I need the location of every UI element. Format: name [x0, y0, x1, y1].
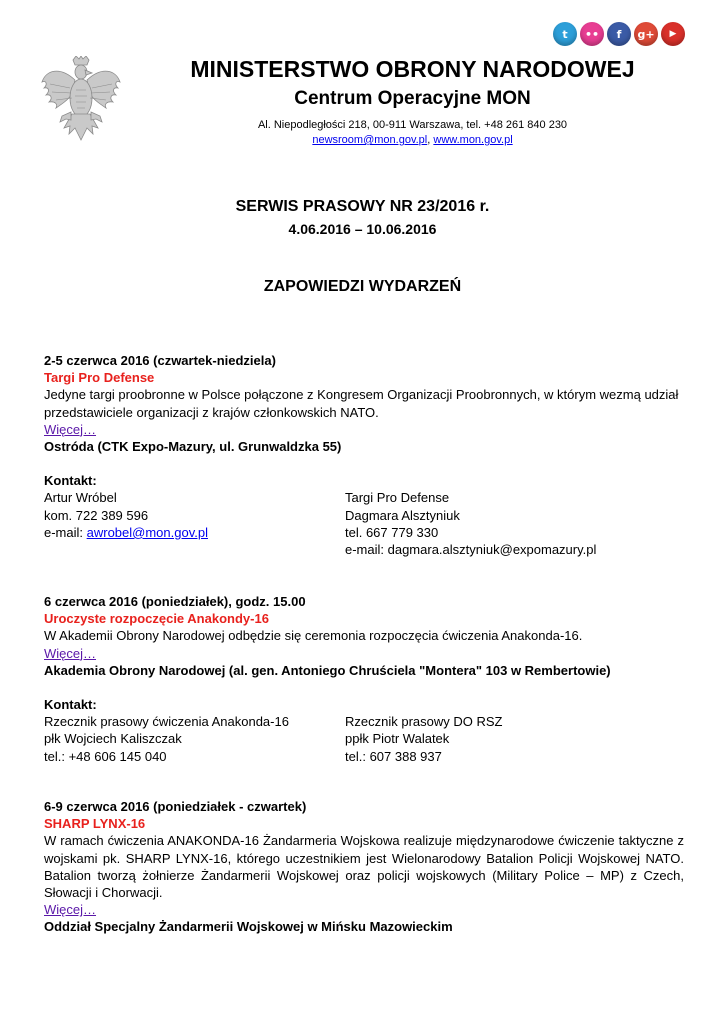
event-description: Jedyne targi proobronne w Polsce połączone z Kongresem Organizacji Proobronnych, w którym wezmą udział przedstawiciele organizacji z krajów członkowskich NATO. — [44, 387, 679, 420]
googleplus-icon[interactable]: g+ — [634, 22, 658, 46]
social-icons — [553, 22, 685, 46]
event-description: W ramach ćwiczenia ANAKONDA-16 Żandarmeria Wojskowa realizuje międzynarodowe ćwiczenie taktyczne z wojskami pk. SHARP LYNX-16, którego uczestnikiem jest Wielonarodowy Batalion Policji Wojskowej NATO. Batalion tworzą żołnierze Żandarmerii Wojskowej oraz policji wojskowych (Military Police – MP) z Czech, Słowacji i Chorwacji. — [44, 833, 684, 901]
link-separator: , — [427, 134, 434, 146]
contact-role: Rzecznik prasowy DO RSZ — [345, 714, 503, 730]
event-title: Targi Pro Defense — [44, 370, 155, 386]
event-2 — [44, 593, 684, 765]
contact-label: Kontakt: — [44, 473, 97, 489]
service-dates: 4.06.2016 – 10.06.2016 — [288, 221, 437, 237]
event-date: 6 czerwca 2016 (poniedziałek), godz. 15.00 — [44, 594, 306, 609]
center-subtitle: Centrum Operacyjne MON — [294, 88, 531, 109]
contact-left — [44, 713, 345, 765]
newsroom-email-link[interactable]: newsroom@mon.gov.pl — [312, 134, 428, 146]
event-location: Akademia Obrony Narodowej (al. gen. Antoniego Chruściela "Montera" 103 w Rembertowie) — [44, 662, 611, 678]
contact-email-prefix: e-mail: — [44, 524, 87, 540]
contact-phone: tel.: +48 606 145 040 — [44, 748, 167, 764]
contact-columns — [44, 713, 684, 765]
contact-name: płk Wojciech Kaliszczak — [44, 731, 182, 747]
contact-org: Targi Pro Defense — [345, 490, 450, 506]
event-date: 6-9 czerwca 2016 (poniedziałek - czwartek) — [44, 799, 307, 814]
event-location: Ostróda (CTK Expo-Mazury, ul. Grunwaldzka 55) — [44, 439, 342, 455]
event-1 — [44, 352, 684, 558]
more-link[interactable]: Więcej… — [44, 421, 97, 437]
flickr-icon[interactable]: •• — [580, 22, 604, 46]
contact-email: e-mail: dagmara.alsztyniuk@expomazury.pl — [345, 542, 597, 558]
contact-label: Kontakt: — [44, 697, 97, 713]
event-title: Uroczyste rozpoczęcie Anakondy-16 — [44, 611, 269, 627]
contact-right — [345, 489, 684, 558]
event-date: 2-5 czerwca 2016 (czwartek-niedziela) — [44, 353, 276, 368]
contact-role: Rzecznik prasowy ćwiczenia Anakonda-16 — [44, 714, 289, 730]
polish-eagle-emblem-icon — [40, 56, 122, 142]
contact-name: Artur Wróbel — [44, 490, 117, 506]
more-link[interactable]: Więcej… — [44, 645, 97, 661]
event-location: Oddział Specjalny Żandarmerii Wojskowej w Mińsku Mazowieckim — [44, 919, 453, 935]
twitter-icon[interactable]: t — [553, 22, 577, 46]
contact-phone: tel. 667 779 330 — [345, 524, 439, 540]
contact-email-link[interactable]: awrobel@mon.gov.pl — [86, 524, 208, 540]
website-link[interactable]: www.mon.gov.pl — [433, 134, 513, 146]
contact-phone: kom. 722 389 596 — [44, 507, 149, 523]
contact-columns — [44, 489, 684, 558]
contact-phone: tel.: 607 388 937 — [345, 748, 442, 764]
contact-links — [120, 134, 705, 146]
event-title: SHARP LYNX-16 — [44, 816, 146, 832]
address-line: Al. Niepodległości 218, 00-911 Warszawa, tel. +48 261 840 230 — [257, 119, 568, 131]
more-link[interactable]: Więcej… — [44, 902, 97, 918]
event-description: W Akademii Obrony Narodowej odbędzie się ceremonia rozpoczęcia ćwiczenia Anakonda-16. — [44, 628, 583, 644]
youtube-icon[interactable]: ▶ — [661, 22, 685, 46]
service-title: SERWIS PRASOWY NR 23/2016 r. — [235, 198, 490, 215]
contact-right — [345, 713, 684, 765]
section-heading: ZAPOWIEDZI WYDARZEŃ — [263, 278, 462, 295]
ministry-title: MINISTERSTWO OBRONY NARODOWEJ — [190, 56, 635, 82]
contact-name: Dagmara Alsztyniuk — [345, 507, 460, 523]
facebook-icon[interactable]: f — [607, 22, 631, 46]
contact-left — [44, 489, 345, 558]
event-3 — [44, 798, 684, 936]
contact-name: ppłk Piotr Walatek — [345, 731, 450, 747]
